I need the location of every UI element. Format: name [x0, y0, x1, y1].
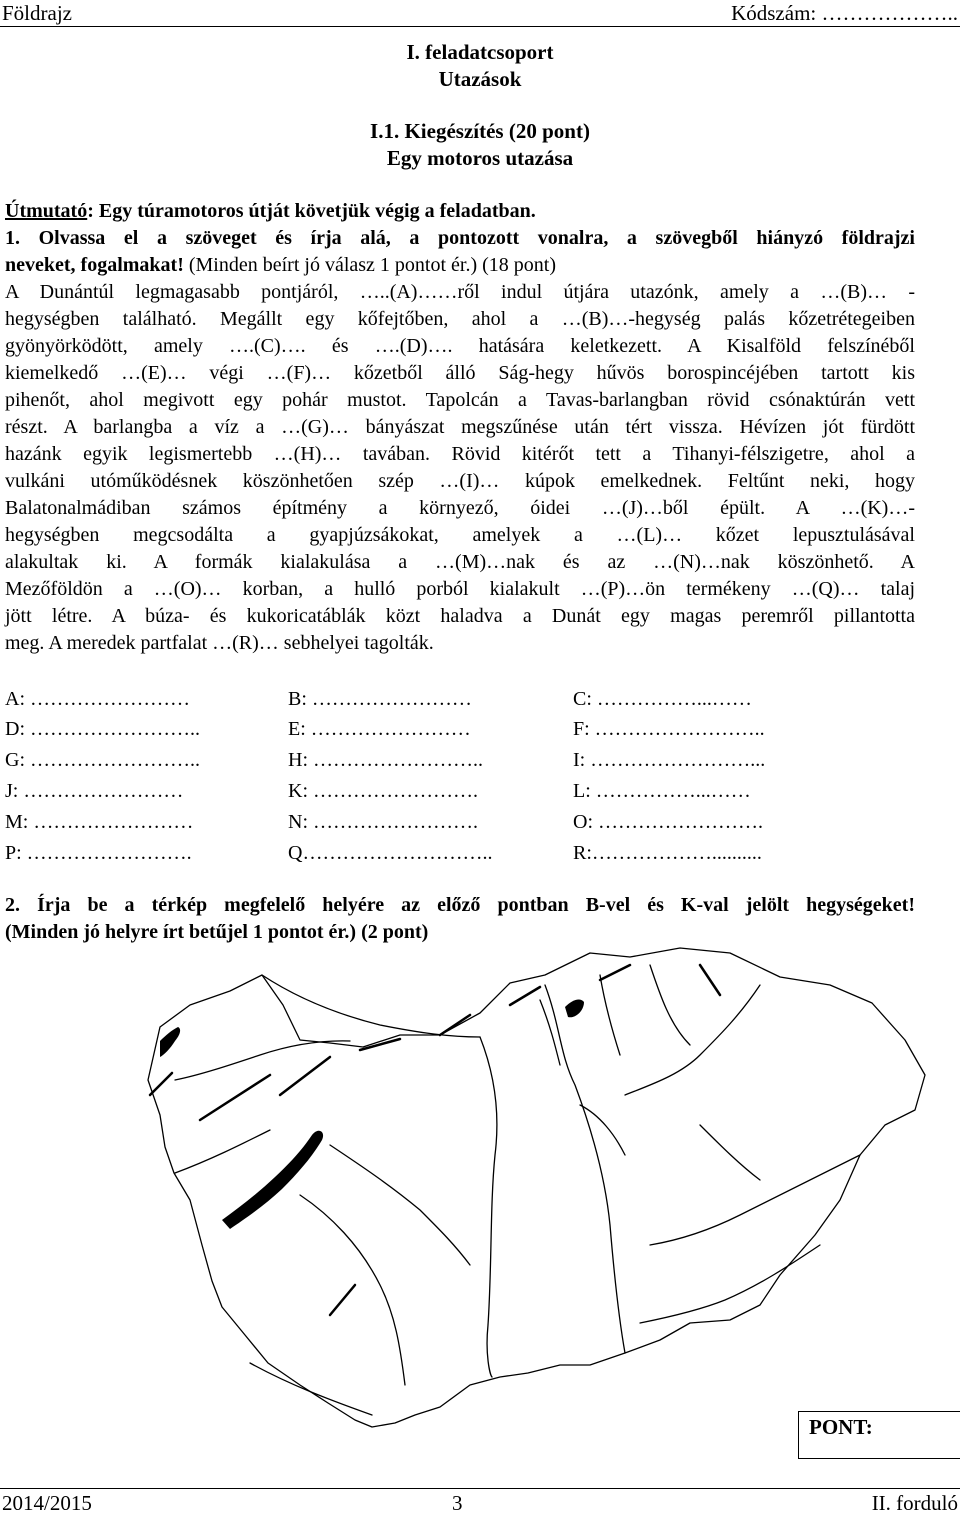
answer-k[interactable]: K: ……………………. [288, 780, 478, 802]
sajo-river [600, 975, 620, 1055]
passage-line: hazánk egyik legismertebb …(H)… tavában. Rövid kitérőt tett a Tihanyi-félszigetre, ahol a [5, 443, 915, 465]
hungary-outline-map[interactable] [0, 945, 960, 1485]
q1-scoring: (Minden beírt jó válasz 1 pontot ér.) [183, 254, 478, 276]
kapos-river [300, 1195, 405, 1385]
passage-line: részt. A barlangba a víz a …(G)… bányászat megszűnése után tért vissza. Hévízen jót fürdött [5, 416, 915, 438]
theme-title: Utazások [438, 67, 522, 91]
drava-river [250, 1363, 372, 1415]
answer-b[interactable]: B: …………………… [288, 688, 472, 710]
task-title: I.1. Kiegészítés (20 pont) [370, 119, 590, 143]
answer-n[interactable]: N: ……………………. [288, 811, 478, 833]
score-box[interactable]: PONT: [798, 1411, 960, 1459]
passage-line: alakultak ki. A formák kialakulása a …(M)…nak és az …(N)…nak köszönhető. A [5, 551, 915, 573]
passage-line: jött létre. A búza- és kukoricatáblák közt haladva a Dunát egy magas peremről pillantotta [5, 605, 915, 627]
task-subtitle: Egy motoros utazása [386, 146, 574, 170]
subject-label: Földrajz [2, 1, 72, 25]
answer-g[interactable]: G: …………………….. [5, 749, 200, 771]
answer-h[interactable]: H: …………………….. [288, 749, 483, 771]
code-number-field[interactable]: Kódszám: ……………….. [731, 1, 958, 25]
instruction-label: Útmutató [5, 200, 88, 222]
bakony-ridge [200, 1075, 270, 1120]
answer-q[interactable]: Q……………………….. [288, 842, 493, 864]
q1-line-1: 1. Olvassa el a szöveget és írja alá, a pontozott vonalra, a szövegből hiányzó földrajzi [5, 227, 915, 249]
answer-j[interactable]: J: …………………… [5, 780, 184, 802]
answer-o[interactable]: O: ……………………. [573, 811, 763, 833]
instruction-text: : Egy túramotoros útját követjük végig a feladatban. [87, 200, 536, 222]
instruction [5, 200, 915, 223]
passage-line: Balatonalmádiban számos építmény a környező, óidei …(J)…ből épült. A …(K)…- [5, 497, 915, 519]
passage-line: hegységben található. Megállt egy kőfejtőben, ahol a …(B)…-hegység palás kőzetrétegeiben [5, 308, 915, 330]
passage-line: pihenőt, ahol megivott egy pohár mustot. Tapolcán a Tavas-barlangban rövid csónaktúrán vett [5, 389, 915, 411]
bukk-ridge [600, 965, 630, 980]
answer-f[interactable]: F: …………………….. [573, 718, 765, 740]
passage-line: A Dunántúl legmagasabb pontjáról, …..(A)……ről indul útjára utazónk, amely a …(B)… - [5, 281, 915, 303]
zala-river [175, 1130, 270, 1173]
answer-r[interactable]: R:……………….......... [573, 842, 762, 864]
mecsek-ridge [330, 1285, 355, 1315]
group-title: I. feladatcsoport [406, 40, 554, 64]
page-number: 3 [452, 1491, 463, 1515]
lake-tisza [565, 1000, 584, 1018]
lake-ferto [160, 1027, 180, 1057]
answer-i[interactable]: I: ……………………... [573, 749, 766, 771]
answer-p[interactable]: P: ……………………. [5, 842, 192, 864]
answer-d[interactable]: D: …………………….. [5, 718, 200, 740]
q1-line-2 [5, 254, 915, 277]
passage-line: meg. A meredek partfalat …(R)… sebhelyei tagolták. [5, 632, 434, 654]
q2-line-2: (Minden jó helyre írt betűjel 1 pontot ér.) (2 pont) [5, 921, 429, 943]
page-header [0, 0, 960, 27]
vertes-ridge [280, 1057, 330, 1095]
zemplen-ridge [700, 965, 720, 995]
tisza-upper-river [625, 985, 760, 1095]
answer-l[interactable]: L: ……………...…… [573, 780, 751, 802]
koszeg-ridge [150, 1073, 172, 1095]
borzsony-ridge [440, 1015, 470, 1035]
q1-task: neveket, fogalmakat! [5, 254, 184, 276]
passage-line: kiemelkedő …(E)… végi …(F)… kőzetből álló Ság-hegy hűvös borospincéjében tartott kis [5, 362, 915, 384]
maros-river [640, 1245, 820, 1323]
answer-a[interactable]: A: …………………… [5, 688, 190, 710]
mountain-ridges [150, 965, 720, 1315]
hernad-river [650, 965, 690, 1045]
answer-m[interactable]: M: …………………… [5, 811, 194, 833]
pilis-ridge [360, 1039, 400, 1050]
koros-river [650, 1155, 860, 1245]
answer-c[interactable]: C: ……………...…… [573, 688, 752, 710]
tributary-river [580, 1105, 625, 1155]
q1-points: (18 pont) [477, 254, 557, 276]
tisza-river [545, 985, 625, 1353]
lakes [160, 1000, 584, 1229]
q2-line-1: 2. Írja be a térkép megfelelő helyére az előző pontban B-vel és K-val jelölt hegységeket! [5, 894, 915, 916]
sio-river [330, 1145, 470, 1265]
tributary-river [700, 1125, 760, 1180]
passage-line: Mezőföldön a …(O)… korban, a hulló porból kialakult …(P)…ön termékeny …(Q)… talaj [5, 578, 915, 600]
matra-ridge [510, 987, 540, 1005]
page-footer [0, 1488, 960, 1516]
zagyva-river [540, 1000, 560, 1065]
school-year: 2014/2015 [2, 1491, 92, 1515]
passage-line: gyönyörködött, amely ….(C)…. és ….(D)…. hatására keletkezett. A Kisalföld felszínéből [5, 335, 915, 357]
passage-line: hegységben megcsodálta a gyapjúzsákokat, amelyek a …(L)… kőzet lepusztulásával [5, 524, 915, 546]
answer-e[interactable]: E: …………………… [288, 718, 471, 740]
danube-river [480, 1037, 497, 1377]
competition-round: II. forduló [871, 1491, 958, 1515]
passage-line: vulkáni utóműködésnek köszönhetően szép …(I)… kúpok emelkednek. Feltűnt neki, hogy [5, 470, 915, 492]
